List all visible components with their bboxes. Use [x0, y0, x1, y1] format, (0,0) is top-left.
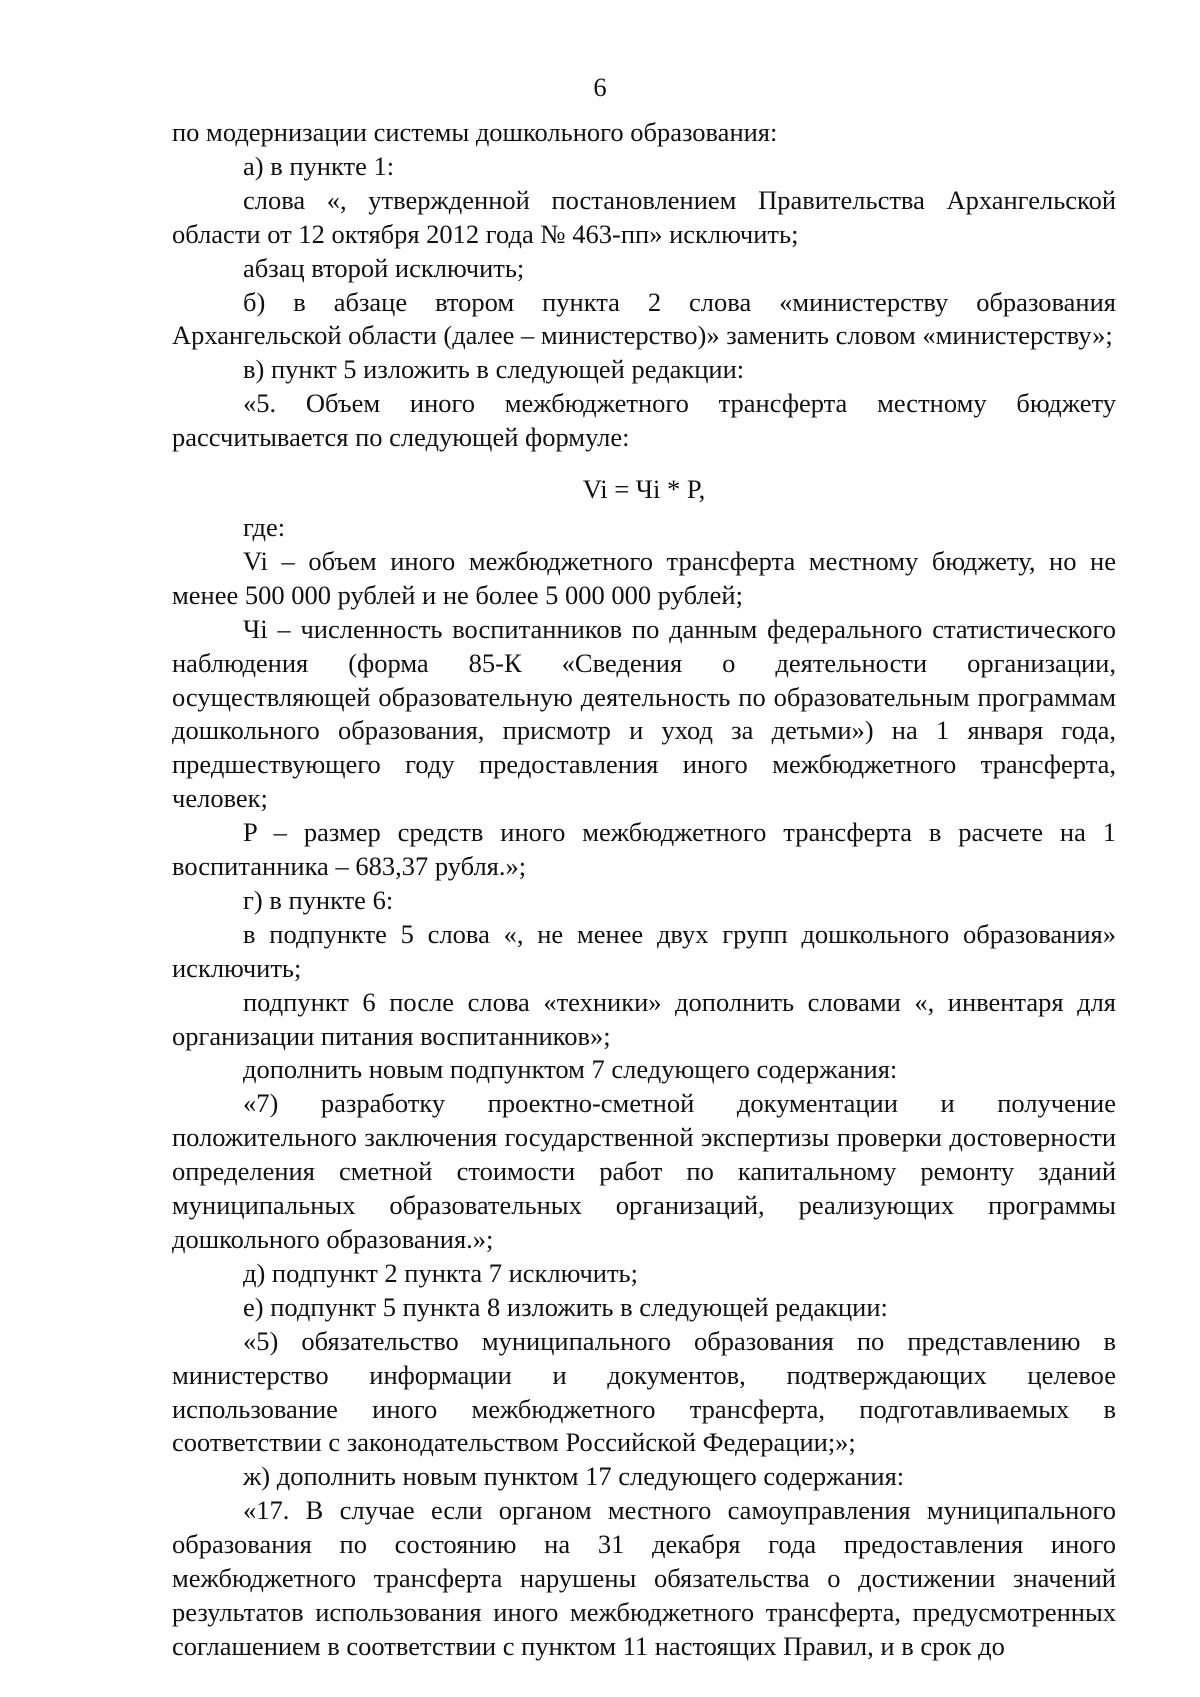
item-b: б) в абзаце втором пункта 2 слова «министерству образования Архангельской области (далее – министерство)» заменить словом «министерству»; [172, 286, 1116, 351]
item-a-paragraph-two: абзац второй исключить; [243, 252, 525, 283]
item-d: д) подпункт 2 пункта 7 исключить; [243, 1257, 638, 1288]
item-g-subpoint-6: подпункт 6 после слова «техники» дополнить словами «, инвентаря для организации питания воспитанников»; [172, 986, 1116, 1051]
formula-where: где: [243, 511, 286, 542]
subpoint-5-text: «5) обязательство муниципального образования по представлению в министерство информации и документов, подтверждающих целевое использование иного межбюджетного трансферта, подготавливаемых в соответствии с законодательством Российской Федерации;»; [172, 1325, 1116, 1458]
item-v-heading: в) пункт 5 изложить в следующей редакции: [243, 354, 745, 385]
item-a-heading: а) в пункте 1: [243, 150, 395, 181]
subpoint-7-text: «7) разработку проектно-сметной документации и получение положительного заключения государственной экспертизы проверки достоверности определения сметной стоимости работ по капитальному ремонту зданий муниципальных образовательных организаций, реализующих программы дошкольного образования.»; [172, 1088, 1116, 1254]
item-a-words: слова «, утвержденной постановлением Правительства Архангельской области от 12 октября 2012 года № 463-пп» исключить; [172, 184, 1116, 249]
clause-5-text: «5. Объем иного межбюджетного трансферта местному бюджету рассчитывается по следующей формуле: [172, 388, 1116, 453]
item-g-heading: г) в пункте 6: [243, 884, 394, 915]
page-number: 6 [593, 72, 607, 102]
document-body [172, 116, 1116, 1664]
clause-17-text: «17. В случае если органом местного самоуправления муниципального образования по состоянию на 31 декабря года предоставления иного межбюджетного трансферта нарушены обязательства о достижении значений результатов использования иного межбюджетного трансферта, предусмотренных соглашением в соответствии с пунктом 11 настоящих Правил, и в срок до [172, 1495, 1116, 1661]
paragraph-intro: по модернизации системы дошкольного образования: [172, 117, 778, 147]
item-zh-heading: ж) дополнить новым пунктом 17 следующего содержания: [243, 1461, 905, 1492]
item-g-subpoint-5: в подпункте 5 слова «, не менее двух групп дошкольного образования» исключить; [172, 918, 1116, 983]
formula: Vi = Чi * P, [582, 474, 706, 505]
definition-vi: Vi – объем иного межбюджетного трансферта местному бюджету, но не менее 500 000 рублей и не более 5 000 000 рублей; [172, 545, 1116, 610]
item-g-add-subpoint-7: дополнить новым подпунктом 7 следующего содержания: [243, 1054, 898, 1085]
item-e-heading: е) подпункт 5 пункта 8 изложить в следующей редакции: [243, 1291, 888, 1322]
definition-chi: Чi – численность воспитанников по данным федерального статистического наблюдения (форма 85-К «Сведения о деятельности организации, осуществляющей образовательную деятельность по образовательным программам дошкольного образования, присмотр и уход за детьми») на 1 января года, предшествующего году предоставления иного межбюджетного трансферта, человек; [172, 613, 1116, 814]
definition-p: P – размер средств иного межбюджетного трансферта в расчете на 1 воспитанника – 683,37 рубля.»; [172, 817, 1116, 882]
